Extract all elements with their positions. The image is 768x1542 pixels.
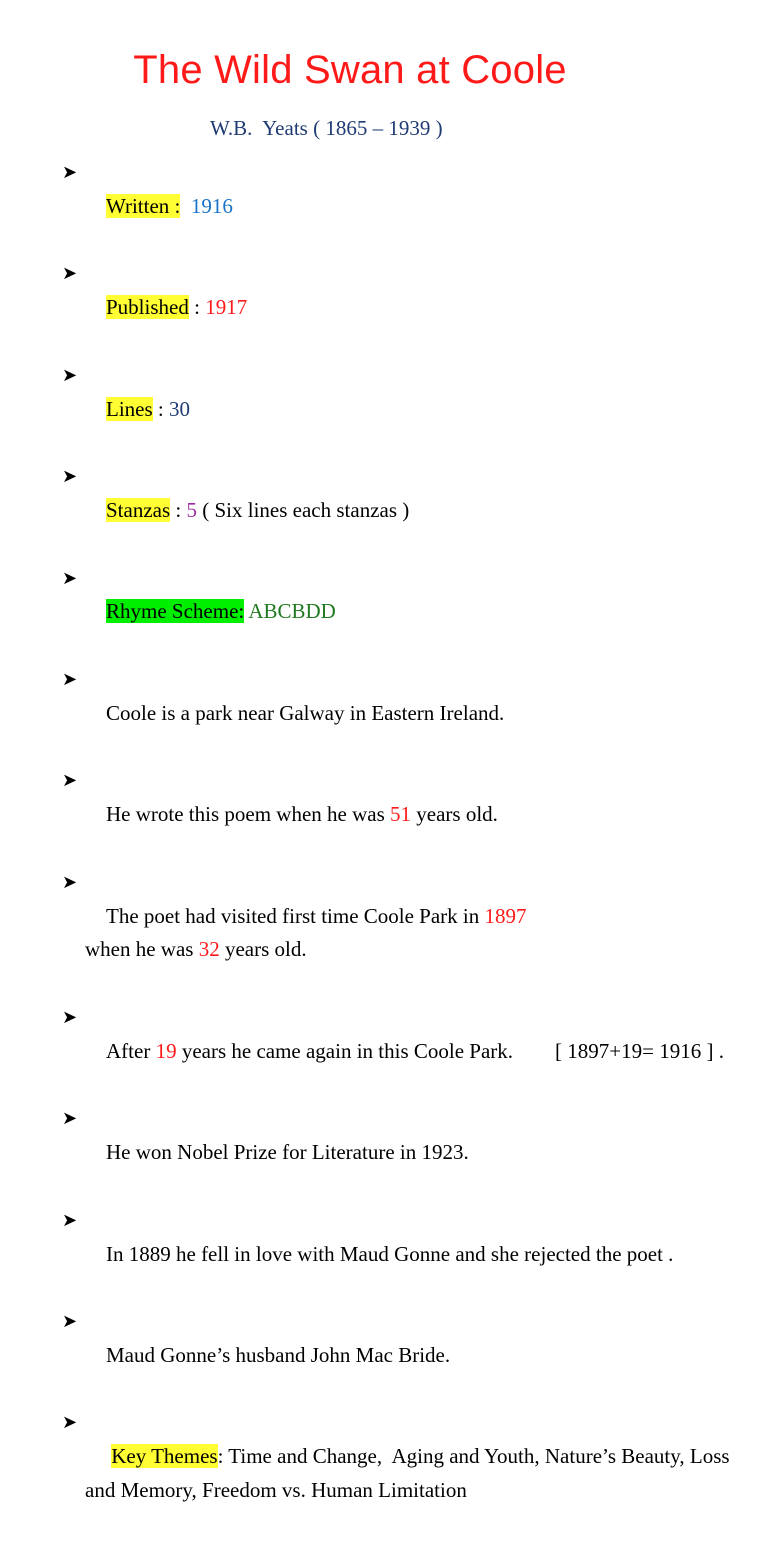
text-visit-before: The poet had visited first time Coole Park in (106, 903, 485, 928)
value-return: 19 (155, 1038, 177, 1063)
list-item-love (62, 1204, 742, 1305)
arrowhead-bullet-icon: ➤ (62, 1108, 78, 1129)
arrowhead-bullet-icon: ➤ (62, 364, 78, 385)
value-visit-year: 1897 (484, 903, 527, 928)
list-item-published (62, 257, 742, 358)
facts-list (62, 156, 742, 1542)
arrowhead-bullet-icon: ➤ (62, 263, 78, 284)
value-rhyme: ABCBDD (244, 599, 336, 624)
value-lines: 30 (169, 396, 190, 421)
arrowhead-bullet-icon: ➤ (62, 1006, 78, 1027)
text-age-after: years old. (411, 802, 498, 827)
text-age-before: He wrote this poem when he was (106, 802, 391, 827)
arrowhead-bullet-icon: ➤ (62, 466, 78, 487)
value-written: 1916 (190, 193, 233, 218)
arrowhead-bullet-icon: ➤ (62, 1311, 78, 1332)
text-nobel: He won Nobel Prize for Literature in 1923. (106, 1140, 469, 1165)
arrowhead-bullet-icon: ➤ (62, 770, 78, 791)
text-visit-after: years old. (219, 937, 307, 962)
text-coole: Coole is a park near Galway in Eastern Ireland. (106, 700, 505, 725)
label-lines: Lines (106, 396, 153, 421)
arrowhead-bullet-icon: ➤ (62, 668, 78, 689)
list-item-rhyme (62, 562, 742, 663)
text-return-before: After (106, 1038, 156, 1063)
value-visit-age: 32 (198, 937, 220, 962)
arrowhead-bullet-icon: ➤ (62, 162, 78, 182)
separator: : (170, 497, 187, 522)
separator: : (152, 396, 169, 421)
separator: : (188, 295, 206, 320)
author-line: W.B. Yeats ( 1865 – 1939 ) (210, 116, 443, 140)
text-love: In 1889 he fell in love with Maud Gonne and she rejected the poet . (106, 1241, 674, 1266)
label-rhyme: Rhyme Scheme: (106, 599, 245, 624)
list-item-stanzas (62, 460, 742, 561)
text-husband: Maud Gonne’s husband John Mac Bride. (106, 1342, 451, 1367)
text-return-after: years he came again in this Coole Park. [ 1897+19= 1916 ] . (176, 1038, 724, 1063)
text-visit-mid: when he was (85, 937, 199, 962)
list-item-lines (62, 359, 742, 460)
page-title: The Wild Swan at Coole (133, 48, 567, 92)
list-item-age (62, 764, 742, 865)
arrowhead-bullet-icon: ➤ (62, 567, 78, 588)
arrowhead-bullet-icon: ➤ (62, 871, 78, 892)
list-item-themes (62, 1406, 742, 1541)
value-published: 1917 (205, 295, 248, 320)
label-stanzas: Stanzas (106, 497, 171, 522)
arrowhead-bullet-icon: ➤ (62, 1209, 78, 1230)
list-item-nobel (62, 1102, 742, 1203)
label-published: Published (106, 295, 189, 320)
list-item-return (62, 1001, 742, 1102)
arrowhead-bullet-icon: ➤ (62, 1412, 78, 1433)
text-themes: : Time and Change, Aging and Youth, Nature’s Beauty, Loss and Memory, Freedom vs. Human Limitation (85, 1444, 735, 1503)
note-stanzas: ( Six lines each stanzas ) (197, 497, 410, 522)
label-written: Written : (106, 193, 181, 218)
value-age: 51 (390, 802, 412, 827)
list-item-husband (62, 1305, 742, 1406)
list-item-written (62, 156, 742, 257)
value-stanzas: 5 (186, 497, 197, 522)
label-themes: Key Themes (111, 1444, 218, 1469)
list-item-coole (62, 663, 742, 764)
list-item-visit (62, 866, 742, 1001)
